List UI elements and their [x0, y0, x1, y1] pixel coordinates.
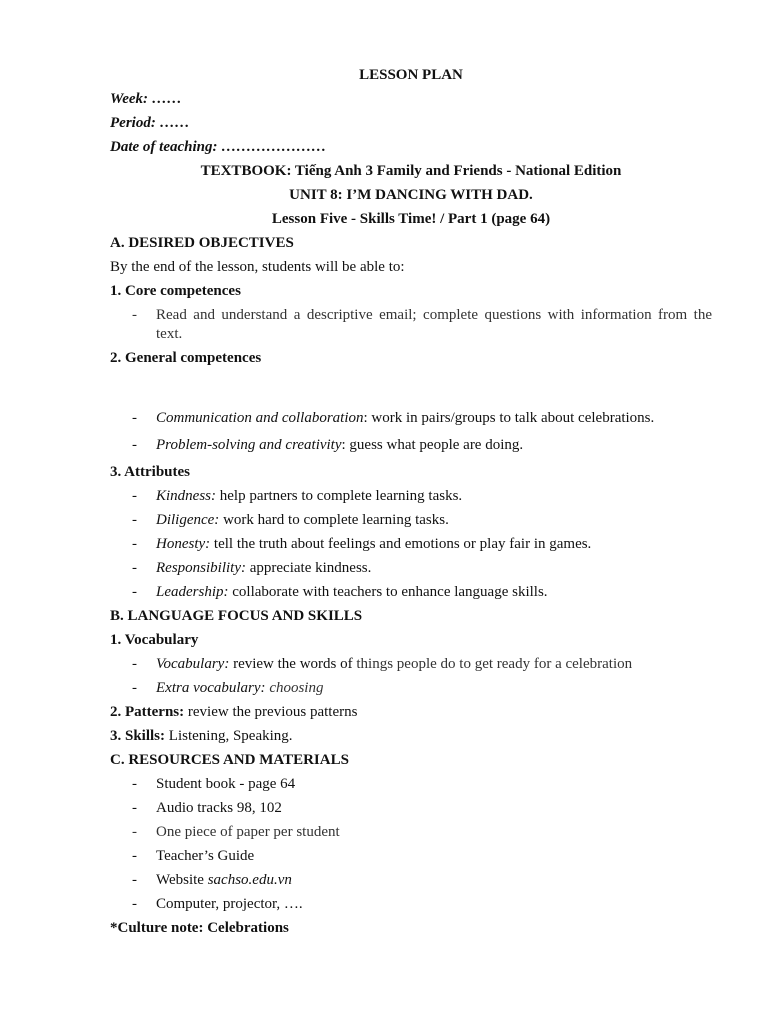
doc-title: LESSON PLAN	[359, 67, 463, 83]
competence-name: Problem-solving and creativity	[156, 437, 342, 453]
core-item-text: Read and understand a descriptive email; complete questions with information from the text.	[156, 307, 712, 342]
bullet-dash: -	[132, 437, 137, 453]
patterns-line	[110, 703, 712, 722]
attribute-text: appreciate kindness.	[246, 560, 372, 576]
list-item	[110, 679, 712, 698]
vocab-topic: things people do to get ready for a celebration	[356, 656, 633, 672]
resources-list	[110, 775, 712, 914]
bullet-dash: -	[132, 896, 137, 912]
competence-text: : guess what people are doing.	[341, 437, 524, 453]
vocab-label: Vocabulary:	[156, 656, 230, 672]
resource-text: Audio tracks 98, 102	[156, 800, 282, 816]
bullet-dash: -	[132, 848, 137, 864]
bullet-dash: -	[132, 307, 137, 323]
section-b-heading: B. LANGUAGE FOCUS AND SKILLS	[110, 608, 363, 624]
list-item	[110, 306, 712, 344]
vocab-text: review the words of	[229, 656, 357, 672]
list-item	[110, 847, 712, 866]
general-competences-list	[110, 409, 712, 455]
attribute-name: Diligence:	[156, 512, 220, 528]
vocabulary-list	[110, 655, 712, 698]
attribute-name: Responsibility:	[156, 560, 246, 576]
general-competences-heading: 2. General competences	[110, 350, 262, 366]
week-field: Week: ……	[110, 91, 182, 107]
list-item	[110, 799, 712, 818]
lesson-heading: Lesson Five - Skills Time! / Part 1 (page 64)	[271, 211, 551, 227]
list-item	[110, 409, 712, 428]
resource-text: Website	[156, 872, 208, 888]
attributes-heading: 3. Attributes	[110, 464, 190, 480]
skills-line	[110, 727, 712, 746]
bullet-dash: -	[132, 824, 137, 840]
unit-heading: UNIT 8: I’M DANCING WITH DAD.	[289, 187, 533, 203]
list-item	[110, 535, 712, 554]
list-item	[110, 775, 712, 794]
bullet-dash: -	[132, 776, 137, 792]
resource-text: Student book - page 64	[156, 776, 296, 792]
core-competences-heading: 1. Core competences	[110, 283, 241, 299]
resource-text: Teacher’s Guide	[156, 848, 255, 864]
resource-text: Computer, projector, ….	[156, 896, 303, 912]
attribute-name: Leadership:	[156, 584, 229, 600]
date-field: Date of teaching: …………………	[110, 139, 327, 155]
section-a-heading: A. DESIRED OBJECTIVES	[110, 235, 294, 251]
list-item	[110, 655, 712, 674]
attribute-text: work hard to complete learning tasks.	[219, 512, 449, 528]
list-item	[110, 823, 712, 842]
list-item	[110, 436, 712, 455]
skills-label: 3. Skills:	[110, 728, 166, 744]
bullet-dash: -	[132, 656, 137, 672]
list-item	[110, 559, 712, 578]
lesson-plan-document	[110, 66, 712, 943]
competence-text: : work in pairs/groups to talk about celebrations.	[363, 410, 655, 426]
vocabulary-heading: 1. Vocabulary	[110, 632, 199, 648]
objectives-intro: By the end of the lesson, students will be able to:	[110, 259, 405, 275]
skills-text: Listening, Speaking.	[165, 728, 293, 744]
core-competences-list	[110, 306, 712, 344]
patterns-text: review the previous patterns	[184, 704, 358, 720]
list-item	[110, 895, 712, 914]
bullet-dash: -	[132, 512, 137, 528]
bullet-dash: -	[132, 560, 137, 576]
list-item	[110, 871, 712, 890]
vocab-word: choosing	[269, 680, 324, 696]
attribute-text: collaborate with teachers to enhance language skills.	[228, 584, 548, 600]
list-item	[110, 487, 712, 506]
resource-text: One piece of paper per student	[156, 824, 340, 840]
bullet-dash: -	[132, 536, 137, 552]
bullet-dash: -	[132, 800, 137, 816]
attribute-text: help partners to complete learning tasks.	[216, 488, 463, 504]
attribute-name: Honesty:	[156, 536, 211, 552]
blank-gap	[110, 373, 712, 409]
patterns-label: 2. Patterns:	[110, 704, 185, 720]
bullet-dash: -	[132, 410, 137, 426]
vocab-label: Extra vocabulary:	[156, 680, 266, 696]
bullet-dash: -	[132, 872, 137, 888]
period-field: Period: ……	[110, 115, 190, 131]
list-item	[110, 583, 712, 602]
section-c-heading: C. RESOURCES AND MATERIALS	[110, 752, 349, 768]
attributes-list	[110, 487, 712, 602]
culture-note-heading: *Culture note: Celebrations	[110, 920, 289, 936]
list-item	[110, 511, 712, 530]
bullet-dash: -	[132, 488, 137, 504]
bullet-dash: -	[132, 584, 137, 600]
website-link-text: sachso.edu.vn	[207, 872, 292, 888]
attribute-name: Kindness:	[156, 488, 216, 504]
attribute-text: tell the truth about feelings and emotions or play fair in games.	[210, 536, 592, 552]
bullet-dash: -	[132, 680, 137, 696]
competence-name: Communication and collaboration	[156, 410, 364, 426]
textbook-heading: TEXTBOOK: Tiếng Anh 3 Family and Friends - National Edition	[200, 163, 622, 179]
